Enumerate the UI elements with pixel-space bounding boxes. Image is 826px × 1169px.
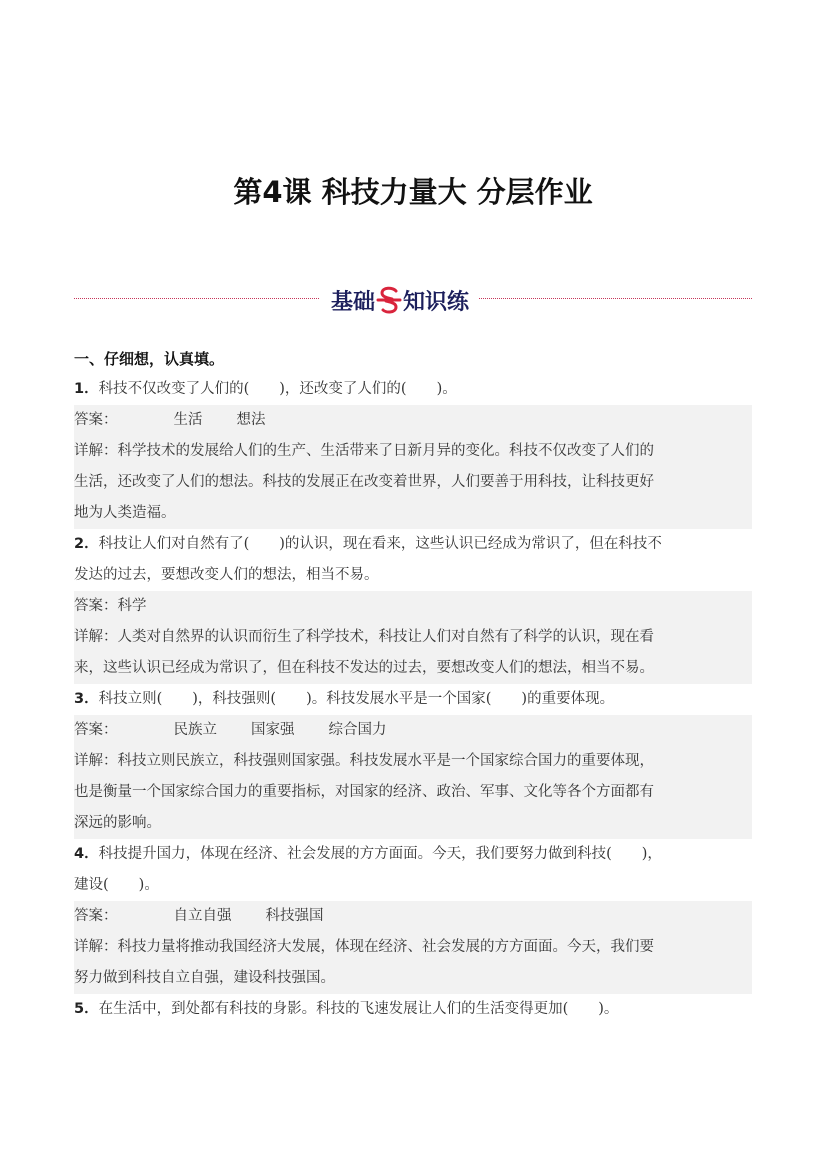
question-text-line [74, 529, 752, 560]
explanation-line: 来，这些认识已经成为常识了，但在科技不发达的过去，要想改变人们的想法，相当不易。 [74, 660, 654, 676]
question-1 [74, 374, 752, 529]
question-text: 建设( [74, 877, 109, 893]
answer-label: 答案： [74, 412, 118, 428]
s-curve-icon [376, 285, 402, 315]
question-text: 科技让人们对自然有了( [98, 536, 250, 552]
answer-line [74, 405, 752, 436]
section-header-right-text: 知识练 [403, 289, 470, 315]
answer-block [74, 715, 752, 839]
explanation-line: 努力做到科技自立自强，建设科技强国。 [74, 970, 335, 986]
explanation-line [74, 746, 752, 777]
answer-value: 科技强国 [265, 908, 324, 924]
worksheet-content [74, 344, 752, 1025]
explanation-label: 详解： [74, 629, 118, 645]
section-header-basic-knowledge [74, 282, 752, 318]
section-header-left-text: 基础 [330, 289, 375, 315]
question-text: )。 [436, 381, 457, 397]
question-number: 1． [74, 381, 99, 397]
answer-label: 答案： [74, 598, 118, 614]
question-3 [74, 684, 752, 839]
explanation-label: 详解： [74, 443, 118, 459]
explanation-text: 科技力量将推动我国经济大发展，体现在经济、社会发展的方方面面。今天，我们要 [117, 939, 654, 955]
question-text-line [74, 839, 752, 870]
question-text-line: 发达的过去，要想改变人们的想法，相当不易。 [74, 567, 379, 583]
explanation-line: 生活，还改变了人们的想法。科技的发展正在改变着世界，人们要善于用科技，让科技更好 [74, 474, 654, 490]
answer-value: 想法 [236, 412, 266, 428]
explanation-text: 科学技术的发展给人们的生产、生活带来了日新月异的变化。科技不仅改变了人们的 [117, 443, 654, 459]
explanation-line [74, 622, 752, 653]
question-text: )。 [138, 877, 159, 893]
question-4 [74, 839, 752, 994]
question-text: 科技立则( [98, 691, 163, 707]
answer-line [74, 591, 752, 622]
question-text: 在生活中，到处都有科技的身影。科技的飞速发展让人们的生活变得更加( [98, 1001, 569, 1017]
explanation-line: 也是衡量一个国家综合国力的重要指标，对国家的经济、政治、军事、文化等各个方面都有 [74, 784, 654, 800]
answer-block [74, 901, 752, 994]
question-text: )的认识，现在看来，这些认识已经成为常识了，但在科技不 [279, 536, 662, 552]
explanation-text: 人类对自然界的认识而衍生了科学技术，科技让人们对自然有了科学的认识，现在看 [117, 629, 654, 645]
question-2 [74, 529, 752, 684]
question-text: 科技不仅改变了人们的( [98, 381, 250, 397]
answer-label: 答案： [74, 908, 118, 924]
answer-value: 国家强 [251, 722, 295, 738]
answer-value: 自立自强 [173, 908, 232, 924]
question-number: 2． [74, 536, 99, 552]
question-text-line [74, 994, 752, 1025]
question-text: )，还改变了人们的( [279, 381, 407, 397]
answer-value: 科学 [117, 598, 147, 614]
explanation-line [74, 932, 752, 963]
explanation-text: 科技立则民族立，科技强则国家强。科技发展水平是一个国家综合国力的重要体现， [117, 753, 654, 769]
question-text: )的重要体现。 [521, 691, 615, 707]
question-text-line [74, 374, 752, 405]
answer-block [74, 591, 752, 684]
answer-value: 综合国力 [328, 722, 387, 738]
answer-value: 民族立 [173, 722, 217, 738]
question-text: 科技提升国力，体现在经济、社会发展的方方面面。今天，我们要努力做到科技( [98, 846, 612, 862]
question-text: )。科技发展水平是一个国家( [306, 691, 492, 707]
answer-block [74, 405, 752, 529]
answer-line [74, 715, 752, 746]
question-5 [74, 994, 752, 1025]
part-heading: 一、仔细想，认真填。 [74, 350, 225, 368]
question-number: 5． [74, 1001, 99, 1017]
section-header-label [322, 284, 478, 316]
question-text: )。 [598, 1001, 619, 1017]
answer-line [74, 901, 752, 932]
explanation-label: 详解： [74, 753, 118, 769]
answer-label: 答案： [74, 722, 118, 738]
explanation-line: 深远的影响。 [74, 815, 161, 831]
question-text-line [74, 870, 752, 901]
question-text: )，科技强则( [192, 691, 277, 707]
document-title: 第4课 科技力量大 分层作业 [233, 175, 593, 209]
question-number: 4． [74, 846, 99, 862]
dotted-divider-left [74, 298, 319, 299]
explanation-line: 地为人类造福。 [74, 505, 176, 521]
dotted-divider-right [479, 298, 752, 299]
explanation-line [74, 436, 752, 467]
question-text-line [74, 684, 752, 715]
question-text: )， [641, 846, 662, 862]
answer-value: 生活 [173, 412, 203, 428]
explanation-label: 详解： [74, 939, 118, 955]
question-number: 3． [74, 691, 99, 707]
